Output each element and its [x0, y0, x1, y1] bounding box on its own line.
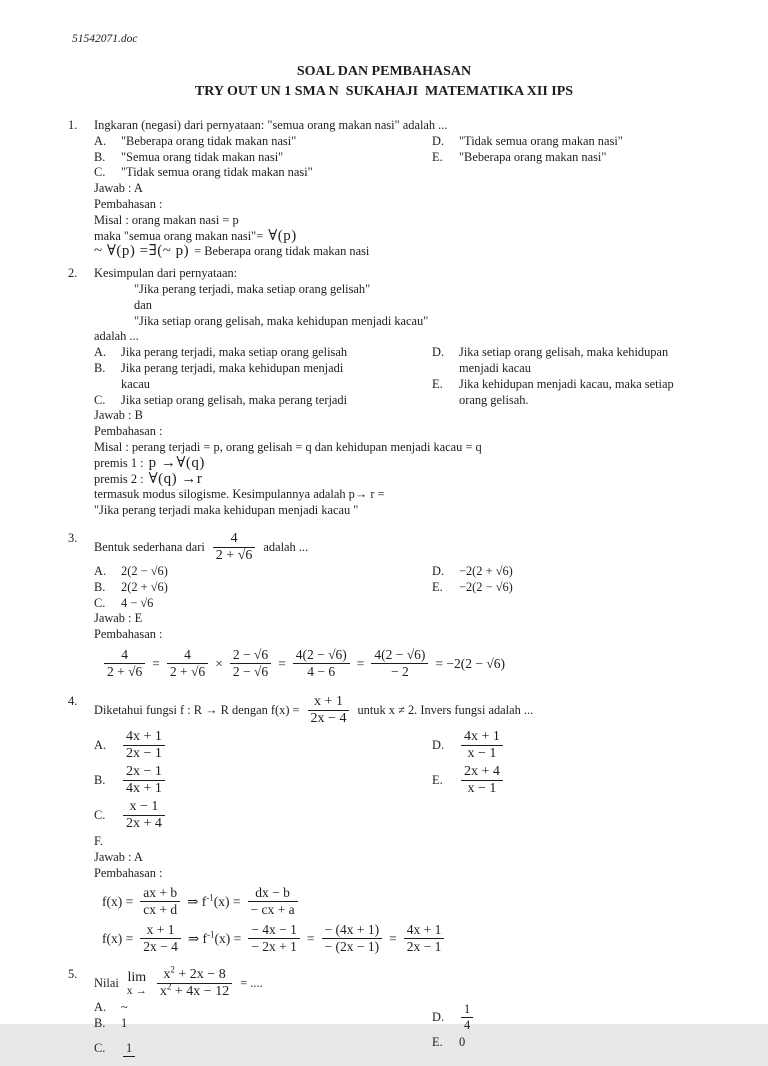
q3-equation: $\frac{4}{2 + √6}$ = $\frac{4}{2 + √6}$ × $\frac{2 - √6}{2 - √6}$ = $\frac{4(2 - √6)}{4 - 6}$ = $\frac{4(2 - √6)}{- 2}$ = −2(2 − √6): [102, 647, 712, 680]
q4-option-d: [432, 729, 712, 762]
exponent: 2: [166, 981, 172, 992]
q3-option-e: [432, 580, 712, 596]
option-text: Jika kehidupan menjadi kacau, maka setiap orang gelisah.: [459, 376, 674, 407]
q2-misal: Misal : perang terjadi = p, orang gelisah = q dan kehidupan menjadi kacau = q: [94, 439, 482, 454]
fraction: $\frac{- (4x + 1)}{- (2x - 1)}$: [320, 922, 385, 955]
q1-option-e: [432, 150, 712, 166]
option-text: "Semua orang tidak makan nasi": [121, 149, 284, 164]
q2-option-b: [94, 361, 432, 393]
q2-answer: Jawab : B: [94, 408, 143, 423]
negation-expression: ~ ∀(p) =∃(~ p): [94, 243, 190, 260]
fraction: $\frac{x + 1}{2x - 4}$: [138, 922, 183, 955]
option-fraction: $\frac{2x - 1}{4x + 1}$: [121, 764, 167, 797]
question-2-number: 2.: [68, 266, 78, 281]
q2-adalah: adalah ...: [94, 329, 139, 344]
q1-option-d: [432, 134, 712, 150]
q4-equation-2: f(x) = $\frac{x + 1}{2x - 4}$ ⇒ $f^{-1}(x)$ = $\frac{- 4x - 1}{- 2x + 1}$ = $\frac{- (4x + 1)}{- (2x - 1)}$ = $\frac{4x + 1}{2x - 1}$: [102, 922, 712, 955]
option-letter: D.: [432, 563, 445, 578]
option-letter: B.: [94, 772, 106, 787]
option-text: 1: [121, 1016, 128, 1031]
q2-option-d: [432, 345, 712, 377]
q3-discussion-label: Pembahasan :: [94, 627, 163, 642]
option-letter: D.: [432, 345, 445, 360]
question-4: [68, 694, 712, 959]
option-letter: A.: [94, 1000, 107, 1015]
q2-discussion-label: Pembahasan :: [94, 424, 163, 439]
inverse-superscript: -1: [207, 929, 215, 940]
premis-2-expression: ∀(q) →r: [148, 470, 203, 487]
q2-option-e: [432, 377, 712, 409]
option-text: 4 − √6: [121, 595, 154, 610]
fraction: $\frac{- 4x - 1}{- 2x + 1}$: [246, 922, 302, 955]
option-letter: C.: [94, 595, 106, 610]
q3-option-c: [94, 596, 432, 612]
exponent: 2: [170, 964, 175, 975]
option-text: 0: [459, 1035, 466, 1050]
q4-f-label: F.: [94, 833, 103, 848]
q5-option-b: [94, 1016, 432, 1032]
option-letter: A.: [94, 737, 107, 752]
q4-equation-1: f(x) = $\frac{ax + b}{cx + d}$ ⇒ $f^{-1}(x)$ = $\frac{dx - b}{- cx + a}$: [102, 885, 712, 918]
q2-premise-1: "Jika perang terjadi, maka setiap orang gelisah": [134, 281, 371, 296]
fraction: $\frac{4(2 - √6)}{- 2}$: [369, 647, 430, 680]
q2-premis-1-line: premis 1 : p →∀(q): [94, 454, 205, 471]
q1-discussion-label: Pembahasan :: [94, 196, 163, 211]
question-5: [68, 964, 712, 1066]
option-fraction: $\frac{2x + 4}{x - 1}$: [459, 764, 505, 797]
q3-option-d: [432, 564, 712, 580]
q2-conjunction: dan: [134, 297, 152, 312]
q5-option-d: [432, 1002, 712, 1033]
fraction: $\frac{4}{2 + √6}$: [165, 647, 210, 680]
document-content: [68, 118, 712, 1066]
option-letter: B.: [94, 1016, 106, 1031]
q4-option-e: [432, 764, 712, 797]
option-letter: E.: [432, 772, 443, 787]
question-1-text: Ingkaran (negasi) dari pernyataan: "semua orang makan nasi" adalah ...: [94, 118, 448, 132]
q4-option-b: [94, 764, 432, 797]
q5-stem-fraction: $\frac{x^2 + 2x - 8}{x^2 + 4x - 12}$: [155, 967, 234, 1000]
option-text: "Tidak semua orang tidak makan nasi": [121, 165, 313, 180]
title-line-2: TRY OUT UN 1 SMA N SUKAHAJI MATEMATIKA XII IPS: [194, 84, 574, 99]
question-1: [68, 118, 712, 260]
option-letter: A.: [94, 133, 107, 148]
q5-option-a: [94, 1000, 432, 1016]
q3-answer: Jawab : E: [94, 611, 143, 626]
question-5-text: Nilai lim x → $\frac{x^2 + 2x - 8}{x^2 + 4x - 12}$ = ....: [94, 964, 263, 1000]
option-letter: E.: [432, 579, 443, 594]
option-text: Jika setiap orang gelisah, maka perang terjadi: [121, 392, 348, 407]
q4-option-c: [94, 799, 432, 832]
q1-option-a: [94, 134, 432, 150]
forall-p-expression: ∀(p): [268, 227, 297, 244]
option-text: Jika perang terjadi, maka setiap orang gelisah: [121, 345, 348, 360]
option-letter: A.: [94, 345, 107, 360]
question-2-text: Kesimpulan dari pernyataan:: [94, 266, 238, 281]
option-text: "Tidak semua orang makan nasi": [459, 133, 623, 148]
doc-filename: 51542071.doc: [72, 33, 138, 45]
q4-discussion-label: Pembahasan :: [94, 865, 163, 880]
q1-maka-line: maka "semua orang makan nasi"= ∀(p): [94, 227, 297, 244]
question-4-text: Diketahui fungsi f : R → R dengan f(x) = $\frac{x + 1}{2x - 4}$ untuk x ≠ 2. Invers fungsi adalah ...: [94, 693, 534, 726]
fraction: $\frac{dx - b}{- cx + a}$: [246, 885, 300, 918]
q1-misal: Misal : orang makan nasi = p: [94, 212, 239, 227]
q3-equation-result: = −2(2 − √6): [435, 655, 505, 671]
title-line-1: SOAL DAN PEMBAHASAN: [296, 64, 472, 79]
question-5-number: 5.: [68, 967, 78, 982]
page-title: [0, 0, 768, 102]
option-fraction: $\frac{4x + 1}{2x - 1}$: [121, 729, 167, 762]
q3-stem-fraction: $\frac{4}{2 + √6}$: [211, 531, 258, 564]
q2-quote: "Jika perang terjadi maka kehidupan menjadi kacau ": [94, 503, 359, 518]
q4-stem-fraction: $\frac{x + 1}{2x - 4}$: [306, 694, 352, 727]
question-2: [68, 266, 712, 519]
option-letter: B.: [94, 579, 106, 594]
option-letter: C.: [94, 392, 106, 407]
times-sign: ×: [215, 655, 223, 671]
q1-negation-line: ~ ∀(p) =∃(~ p) = Beberapa orang tidak makan nasi: [94, 243, 370, 260]
question-1-number: 1.: [68, 118, 78, 132]
option-letter: D.: [432, 1009, 445, 1024]
q1-option-c: [94, 165, 432, 181]
q2-option-c: [94, 393, 432, 409]
question-4-number: 4.: [68, 693, 78, 708]
option-letter: A.: [94, 563, 107, 578]
option-text: 2(2 + √6): [121, 579, 168, 594]
option-letter: C.: [94, 1040, 106, 1055]
option-letter: C.: [94, 807, 106, 822]
option-letter: E.: [432, 149, 443, 164]
option-letter: B.: [94, 360, 106, 375]
question-3: [68, 531, 712, 684]
option-letter: E.: [432, 376, 443, 391]
option-fraction: $\frac{1}{4}$: [459, 1002, 475, 1033]
q3-option-b: [94, 580, 432, 596]
option-text: Jika perang terjadi, maka kehidupan menjadi kacau: [121, 360, 344, 391]
fraction: $\frac{ax + b}{cx + d}$: [138, 885, 182, 918]
fraction: $\frac{4(2 - √6)}{4 - 6}$: [291, 647, 352, 680]
q2-premise-2: "Jika setiap orang gelisah, maka kehidupan menjadi kacau": [134, 313, 429, 328]
q1-option-b: [94, 150, 432, 166]
option-text: "Beberapa orang tidak makan nasi": [121, 133, 297, 148]
option-letter: D.: [432, 133, 445, 148]
inverse-superscript: -1: [206, 892, 214, 903]
question-3-text: Bentuk sederhana dari $\frac{4}{2 + √6}$ adalah ...: [94, 530, 309, 563]
q3-option-a: [94, 564, 432, 580]
q2-option-a: [94, 345, 432, 361]
q4-answer: Jawab : A: [94, 849, 143, 864]
option-fraction: $\frac{x - 1}{2x + 4}$: [121, 799, 167, 832]
option-text: 2(2 − √6): [121, 563, 168, 578]
q1-answer: Jawab : A: [94, 181, 143, 196]
premis-1-expression: p →∀(q): [148, 454, 205, 471]
option-letter: E.: [432, 1035, 443, 1050]
option-letter: C.: [94, 165, 106, 180]
q2-conclusion: termasuk modus silogisme. Kesimpulannya adalah p→ r =: [94, 487, 385, 502]
option-text: "Beberapa orang makan nasi": [459, 149, 607, 164]
option-letter: B.: [94, 149, 106, 164]
option-text: −2(2 + √6): [459, 563, 513, 578]
option-letter: D.: [432, 737, 445, 752]
fraction: $\frac{4x + 1}{2x - 1}$: [402, 922, 447, 955]
option-fraction: 1: [121, 1041, 137, 1057]
q5-option-e: [432, 1035, 712, 1051]
fraction: $\frac{2 - √6}{2 - √6}$: [228, 647, 273, 680]
fraction: $\frac{4}{2 + √6}$: [102, 647, 147, 680]
option-text: Jika setiap orang gelisah, maka kehidupan menjadi kacau: [459, 345, 669, 375]
option-text: −2(2 − √6): [459, 579, 513, 594]
limit-operator: lim x →: [126, 969, 147, 997]
q2-premis-2-line: premis 2 : ∀(q) →r: [94, 470, 203, 487]
question-3-number: 3.: [68, 530, 78, 545]
option-fraction: $\frac{4x + 1}{x - 1}$: [459, 729, 505, 762]
option-text: ~: [121, 1000, 128, 1015]
q5-option-c: [94, 1034, 432, 1064]
q4-option-a: [94, 729, 432, 762]
